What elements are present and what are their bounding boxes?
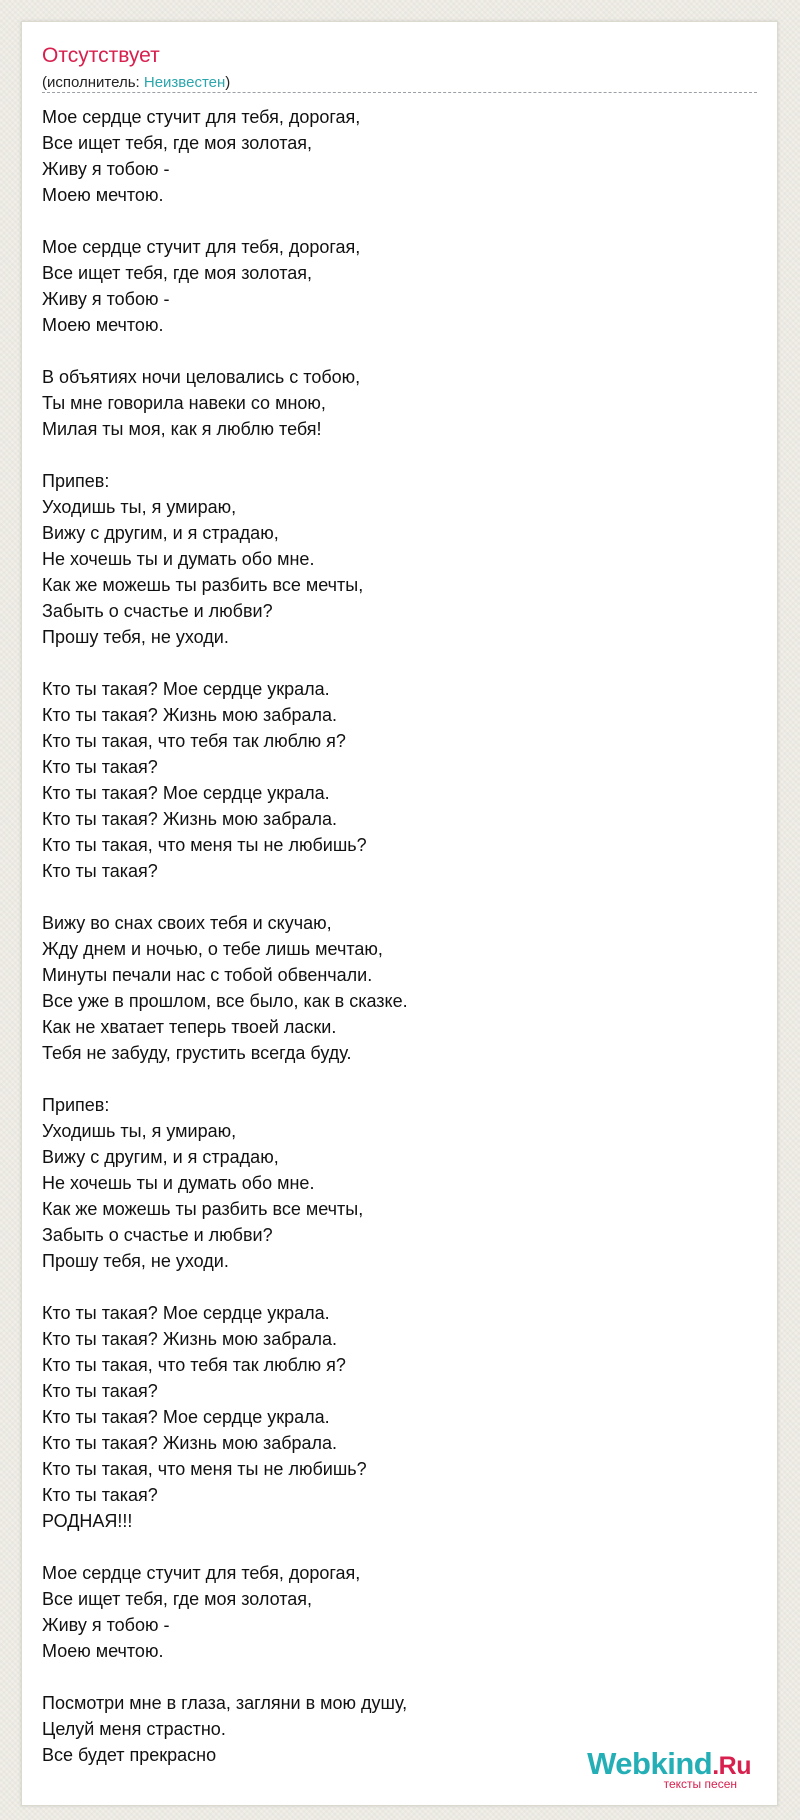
site-logo[interactable] [587,1746,751,1791]
artist-suffix: ) [225,74,231,91]
artist-link[interactable]: Неизвестен [143,74,226,91]
site-logo-tld: .Ru [712,1752,751,1780]
artist-line [42,74,230,91]
artist-prefix: (исполнитель: [42,74,144,91]
lyrics-card [21,21,778,1806]
header-divider [42,92,757,93]
site-logo-tagline: тексты песен [663,1777,737,1791]
song-title: Отсутствует [42,44,160,67]
site-logo-word: Webkind [587,1746,713,1781]
lyrics-text: Мое сердце стучит для тебя, дорогая, Все ищет тебя, где моя золотая, Живу я тобою - Моею мечтою. Мое сердце стучит для тебя, дорогая, Все ищет тебя, где моя золотая, Живу я тобою - Моею мечтою. В объятиях ночи целовались с тобою, Ты мне говорила навеки со мною, Милая ты моя, как я люблю тебя! Припев: Уходишь ты, я умираю, Вижу с другим, и я страдаю, Не хочешь ты и думать обо мне. Как же можешь ты разбить все мечты, Забыть о счастье и любви? Прошу тебя, не уходи. Кто ты такая? Мое сердце украла. Кто ты такая? Жизнь мою забрала. Кто ты такая, что тебя так люблю я? Кто ты такая? Кто ты такая? Мое сердце украла. Кто ты такая? Жизнь мою забрала. Кто ты такая, что меня ты не любишь? Кто ты такая? Вижу во снах своих тебя и скучаю, Жду днем и ночью, о тебе лишь мечтаю, Минуты печали нас с тобой обвенчали. Все уже в прошлом, все было, как в сказке. Как не хватает теперь твоей ласки. Тебя не забуду, грустить всегда буду. Припев: Уходишь ты, я умираю, Вижу с другим, и я страдаю, Не хочешь ты и думать обо мне. Как же можешь ты разбить все мечты, Забыть о счастье и любви? Прошу тебя, не уходи. Кто ты такая? Мое сердце украла. Кто ты такая? Жизнь мою забрала. Кто ты такая, что тебя так люблю я? Кто ты такая? Кто ты такая? Мое сердце украла. Кто ты такая? Жизнь мою забрала. Кто ты такая, что меня ты не любишь? Кто ты такая? РОДНАЯ!!! Мое сердце стучит для тебя, дорогая, Все ищет тебя, где моя золотая, Живу я тобою - Моею мечтою. Посмотри мне в глаза, загляни в мою душу, Целуй меня страстно. Все будет прекрасно [42,107,408,1765]
